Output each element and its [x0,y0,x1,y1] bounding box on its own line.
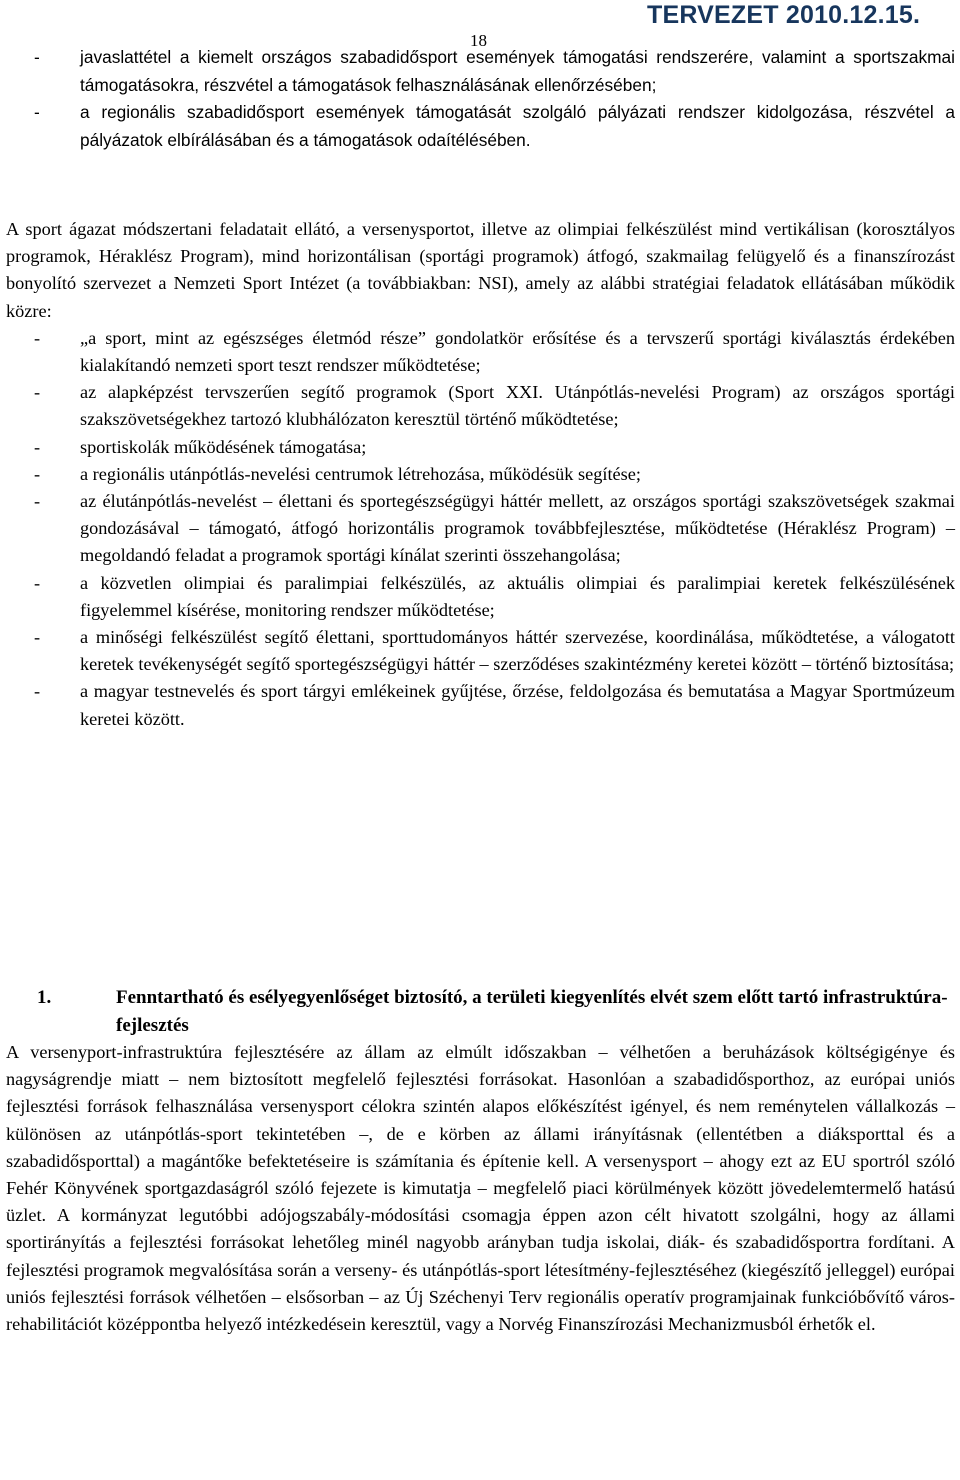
list-dash: - [34,327,41,348]
list-dash: - [34,627,41,648]
list-item [6,624,955,678]
list-item-text: a regionális szabadidősport események támogatását szolgáló pályázati rendszer kidolgozása, részvétel a pályázatok elbírálásában és a támogatások odaítélésében. [80,102,955,150]
list-item [6,488,955,570]
list-item-text: a közvetlen olimpiai és paralimpiai felkészülés, az aktuális olimpiai és paralimpiai keretek felkészülésének figyelemmel kísérése, monitoring rendszer működtetése; [80,572,955,620]
list-item [6,379,955,433]
list-item-text: az élutánpótlás-nevelést – élettani és sportegészségügyi háttér mellett, az országos sportági szakszövetségek szakmai gondozásával – támogató, átfogó horizontális programok továbbfejlesztése, működtetése (Héraklész Program) – megoldandó feladat a programok sportági kínálat szerinti összehangolása; [80,491,955,566]
section-heading [6,984,955,1039]
section-number: 1. [37,987,52,1008]
list-item [6,461,955,488]
list-dash: - [34,102,40,122]
list-item-text: sportiskolák működésének támogatása; [80,436,367,457]
section-body: A versenyport-infrastruktúra fejlesztésére az állam az elmúlt időszakban – vélhetően a beruházások költségigénye és nagyságrendje miatt – nem biztosított megfelelő fejlesztési forrásokat. Hasonlóan a szabadidősporthoz, az európai uniós fejlesztési források felhasználása versenysport célokra szintén alapos előkészítést igényel, és nem reménytelen vállalkozás – különösen az utánpótlás-sport tekintetében –, de e körben az állami irányításnak (ellentétben a diáksporttal és a szabadidősporttal) a magántőke befektetéseire is számítania és építenie kell. A versenysport – ahogy ezt az EU sportról szóló Fehér Könyvének sportgazdaságról szóló fejezete is kimutatja – megfelelő piaci körülmények között jövedelemtermelő hatású üzlet. A kormányzat legutóbbi adójogszabály-módosítási csomagja éppen azon célt hivatott szolgálni, hogy az állami sportirányítás a fejlesztési forrásokat lehetőleg minél nagyobb arányban tudja iskolai, diák- és szabadidősportra fordítani. A fejlesztési programok megvalósítása során a verseny- és utánpótlás-sport létesítmény-fejlesztéséhez (kiegészítő jelleggel) európai uniós fejlesztési források vélhetően – elsősorban – az Új Széchenyi Terv regionális operatív programjainak funkcióbővítő város-rehabilitációt középpontba helyező intézkedésein keresztül, vagy a Norvég Finanszírozási Mechanizmusból érhetők el. [6,1042,955,1335]
list-dash: - [34,463,41,484]
list-item-text: a minőségi felkészülést segítő élettani, sporttudományos háttér szervezése, koordinálása, működtetése, a válogatott keretek tevékenységét segítő sportegészségügyi háttér – szerződéses szakintézmény keretei között – történő biztosítása; [80,627,955,675]
list-item [6,570,955,624]
list-item-text: a regionális utánpótlás-nevelési centrumok létrehozása, működésük segítése; [80,463,641,484]
draft-label: TERVEZET 2010.12.15. [647,1,921,29]
list-dash: - [34,572,41,593]
list-dash: - [34,681,41,702]
intro-list [6,44,955,154]
list-item [6,44,955,99]
list-dash: - [34,382,41,403]
list-dash: - [34,436,41,457]
list-item [6,678,955,732]
section-block [6,984,955,1338]
nsi-paragraph: A sport ágazat módszertani feladatait ellátó, a versenysportot, illetve az olimpiai felkészülést mind vertikálisan (korosztályos programok, Héraklész Program), mind horizontálisan (sportági programok) átfogó, szakmailag felügyelő és a finanszírozást bonyolító szervezet a Nemzeti Sport Intézet (a továbbiakban: NSI), amely az alábbi stratégiai feladatok ellátásában működik közre: [6,219,955,321]
nsi-block [6,216,955,733]
list-dash: - [34,47,40,67]
section-title: Fenntartható és esélyegyenlőséget biztosító, a területi kiegyenlítés elvét szem előtt tartó infrastruktúra-fejlesztés [116,987,948,1036]
list-item [6,99,955,154]
list-item-text: az alapképzést tervszerűen segítő programok (Sport XXI. Utánpótlás-nevelési Program) az országos sportági szakszövetségekhez tartozó klubhálózaton keresztül történő működtetése; [80,382,955,430]
list-item [6,325,955,379]
list-item [6,434,955,461]
list-item-text: „a sport, mint az egészséges életmód része” gondolatkör erősítése és a tervszerű sportági kiválasztás érdekében kialakítandó nemzeti sport teszt rendszer működtetése; [80,327,955,376]
list-item-text: javaslattétel a kiemelt országos szabadidősport események támogatási rendszerére, valamint a sportszakmai támogatásokra, részvétel a támogatások felhasználásának ellenőrzésében; [80,47,955,95]
list-dash: - [34,491,41,512]
page-number: 18 [470,31,487,50]
list-item-text: a magyar testnevelés és sport tárgyi emlékeinek gyűjtése, őrzése, feldolgozása és bemutatása a Magyar Sportmúzeum keretei között. [80,681,955,729]
